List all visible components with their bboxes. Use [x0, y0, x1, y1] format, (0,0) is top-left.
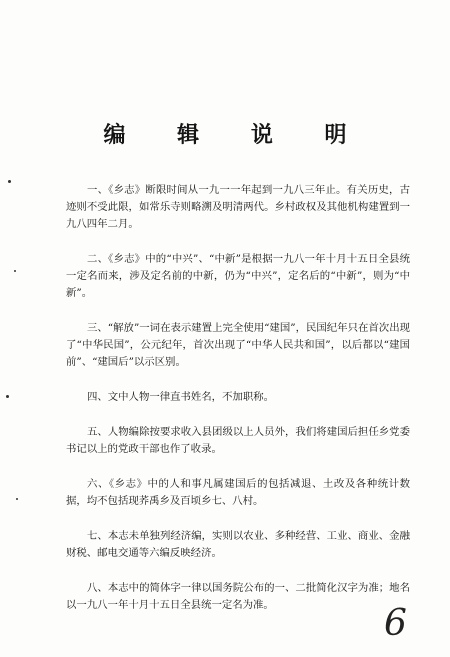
note-paragraph-5: 五、人物编除按要求收入县团级以上人员外，我们将建国后担任乡党委书记以上的党政干部也作了收录。	[66, 426, 410, 455]
note-paragraph-3: 三、“解放”一词在表示建置上完全使用“建国”，民国纪年只在首次出现了“中华民国”，公元纪年，首次出现了“中华人民共和国”，以后都以“建国前”、“建国后”以示区别。	[66, 322, 410, 368]
note-paragraph-8: 八、本志中的简体字一律以国务院公布的一、二批简化汉字为准；地名以一九八一年十月十五日全县统一定名为准。	[66, 582, 410, 611]
note-paragraph-4: 四、文中人物一律直书姓名，不加职称。	[87, 391, 275, 403]
note-paragraph-6: 六、《乡志》中的人和事凡属建国后的包括减退、土改及各种统计数据，均不包括现荞禹乡及百顷乡七、八村。	[66, 478, 410, 507]
page-title: 编 辑 说 明	[103, 123, 369, 148]
page-number: 6	[384, 603, 407, 644]
note-paragraph-1: 一、《乡志》断限时间从一九一一年起到一九八三年止。有关历史，古迹则不受此限，如常乐寺则略溯及明清两代。乡村政权及其他机构建置到一九八四年二月。	[66, 184, 410, 230]
scan-speck	[8, 180, 11, 183]
note-paragraph-2: 二、《乡志》中的“中兴”、“中新”是根据一九八一年十月十五日全县统一定名而来，涉及定名前的中新，仍为“中兴”，定名后的“中新”，则为“中新”。	[66, 253, 410, 299]
scan-speck	[14, 270, 16, 272]
editorial-notes	[66, 182, 410, 632]
scan-speck	[6, 395, 9, 398]
note-paragraph-7: 七、本志未单独列经济编，实则以农业、多种经营、工业、商业、金融财税、邮电交通等六编反映经济。	[66, 530, 410, 559]
scan-speck	[16, 498, 18, 500]
